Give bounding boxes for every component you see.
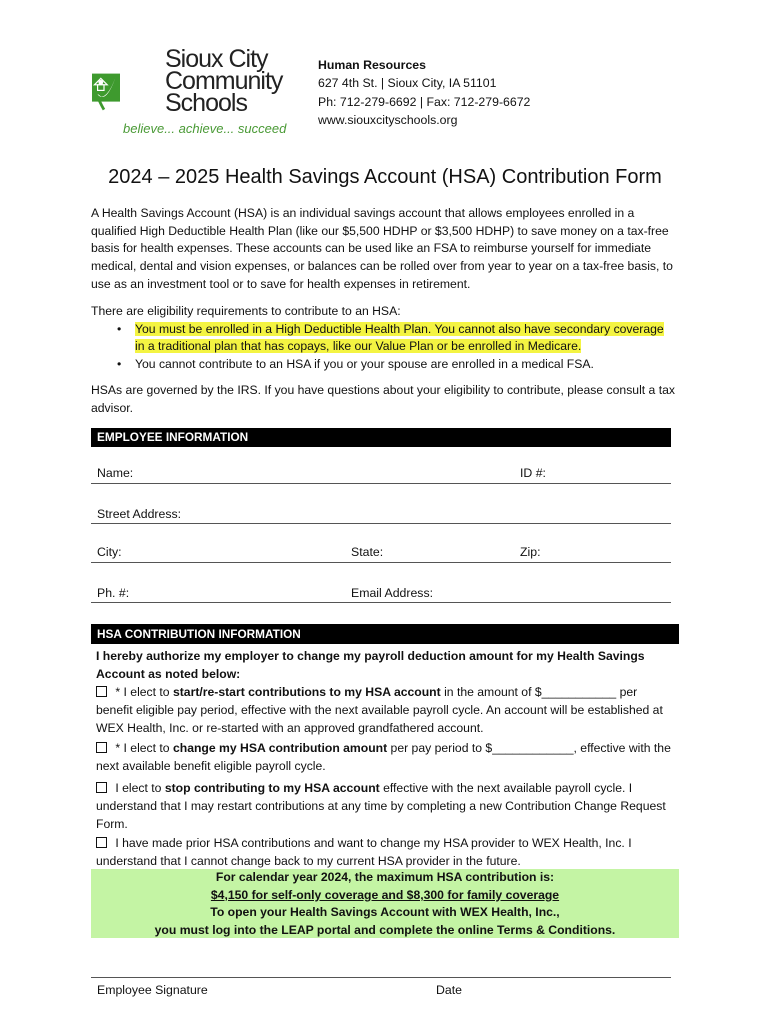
authorize-statement: I hereby authorize my employer to change my payroll deduction amount for my Health Savings Account as noted below: [96,649,645,681]
notice-limits: $4,150 for self-only coverage and $8,300 for family coverage [210,887,560,902]
option-stop-contributing: I elect to stop contributing to my HSA account effective with the next available payroll cycle. I understand that I may restart contributions at any time by completing a new Contribution Change Request Form. [96,781,666,831]
eligibility-section [91,303,676,374]
hr-phone-fax: Ph: 712-279-6692 | Fax: 712-279-6672 [318,94,531,109]
intro-paragraph: A Health Savings Account (HSA) is an individual savings account that allows employees enrolled in a qualified High Deductible Health Plan (like our $5,500 HDHP or $3,500 HDHP) to save money on a tax-free basis for health expenses. These accounts can be used like an FSA to reimburse yourself for immediate medical, dental and vision expenses, or balances can be rolled over from year to year on a tax-free basis, to use as an investment tool or to save for health expenses in retirement. [91,206,673,291]
notice-line: you must log into the LEAP portal and complete the online Terms & Conditions. [154,923,616,938]
eligibility-heading: There are eligibility requirements to contribute to an HSA: [91,304,401,318]
irs-note: HSAs are governed by the IRS. If you have questions about your eligibility to contribute, please consult a tax advisor. [91,383,675,415]
hr-website[interactable]: www.siouxcityschools.org [318,112,458,127]
hr-address: 627 4th St. | Sioux City, IA 51101 [318,76,497,91]
city-state-zip-line[interactable] [91,562,671,563]
checkbox-start[interactable] [96,686,107,697]
employee-signature-label: Employee Signature [97,983,208,997]
contribution-notice [91,869,679,938]
eligibility-bullet: • You must be enrolled in a High Deductible Health Plan. You cannot also have secondary coverage in a traditional plan that has copays, like our Value Plan or be enrolled in Medicare. [91,321,676,356]
checkbox-change[interactable] [96,742,107,753]
form-title: 2024 – 2025 Health Savings Account (HSA) Contribution Form [108,166,662,188]
name-label: Name: [97,466,134,480]
email-label: Email Address: [351,586,434,600]
date-label: Date [436,983,462,997]
notice-line: To open your Health Savings Account with WEX Health, Inc., [210,905,560,920]
city-label: City: [97,545,122,559]
signature-line[interactable] [91,977,671,978]
school-tagline: believe... achieve... succeed [123,121,287,136]
checkbox-stop[interactable] [96,782,107,793]
phone-email-line[interactable] [91,602,671,603]
employee-info-header: EMPLOYEE INFORMATION [91,428,671,447]
option-change-provider: I have made prior HSA contributions and want to change my HSA provider to WEX Health, Inc. I understand that I cannot change back to my current HSA provider in the future. [96,836,632,868]
checkbox-provider[interactable] [96,837,107,848]
option-start-contributions: * I elect to start/re-start contributions to my HSA account in the amount of $___________ per benefit eligible pay period, effective with the next available payroll cycle. An account will be established at WEX Health, Inc. or re-started with an approved grandfathered account. [96,685,663,735]
hsa-info-header: HSA CONTRIBUTION INFORMATION [91,624,679,644]
state-label: State: [351,545,384,559]
name-id-line[interactable] [91,483,671,484]
zip-label: Zip: [520,545,541,559]
hr-title: Human Resources [318,58,426,72]
phone-label: Ph. #: [97,586,130,600]
notice-line: For calendar year 2024, the maximum HSA contribution is: [215,870,555,884]
street-line[interactable] [91,523,671,524]
school-name: Sioux City Community Schools [165,45,283,117]
street-label: Street Address: [97,507,182,521]
option-change-amount: * I elect to change my HSA contribution amount per pay period to $____________, effective with the next available benefit eligible payroll cycle. [96,741,671,773]
id-label: ID #: [520,466,546,480]
eligibility-bullet: • You cannot contribute to an HSA if you or your spouse are enrolled in a medical FSA. [91,356,676,374]
hr-contact [318,56,530,129]
